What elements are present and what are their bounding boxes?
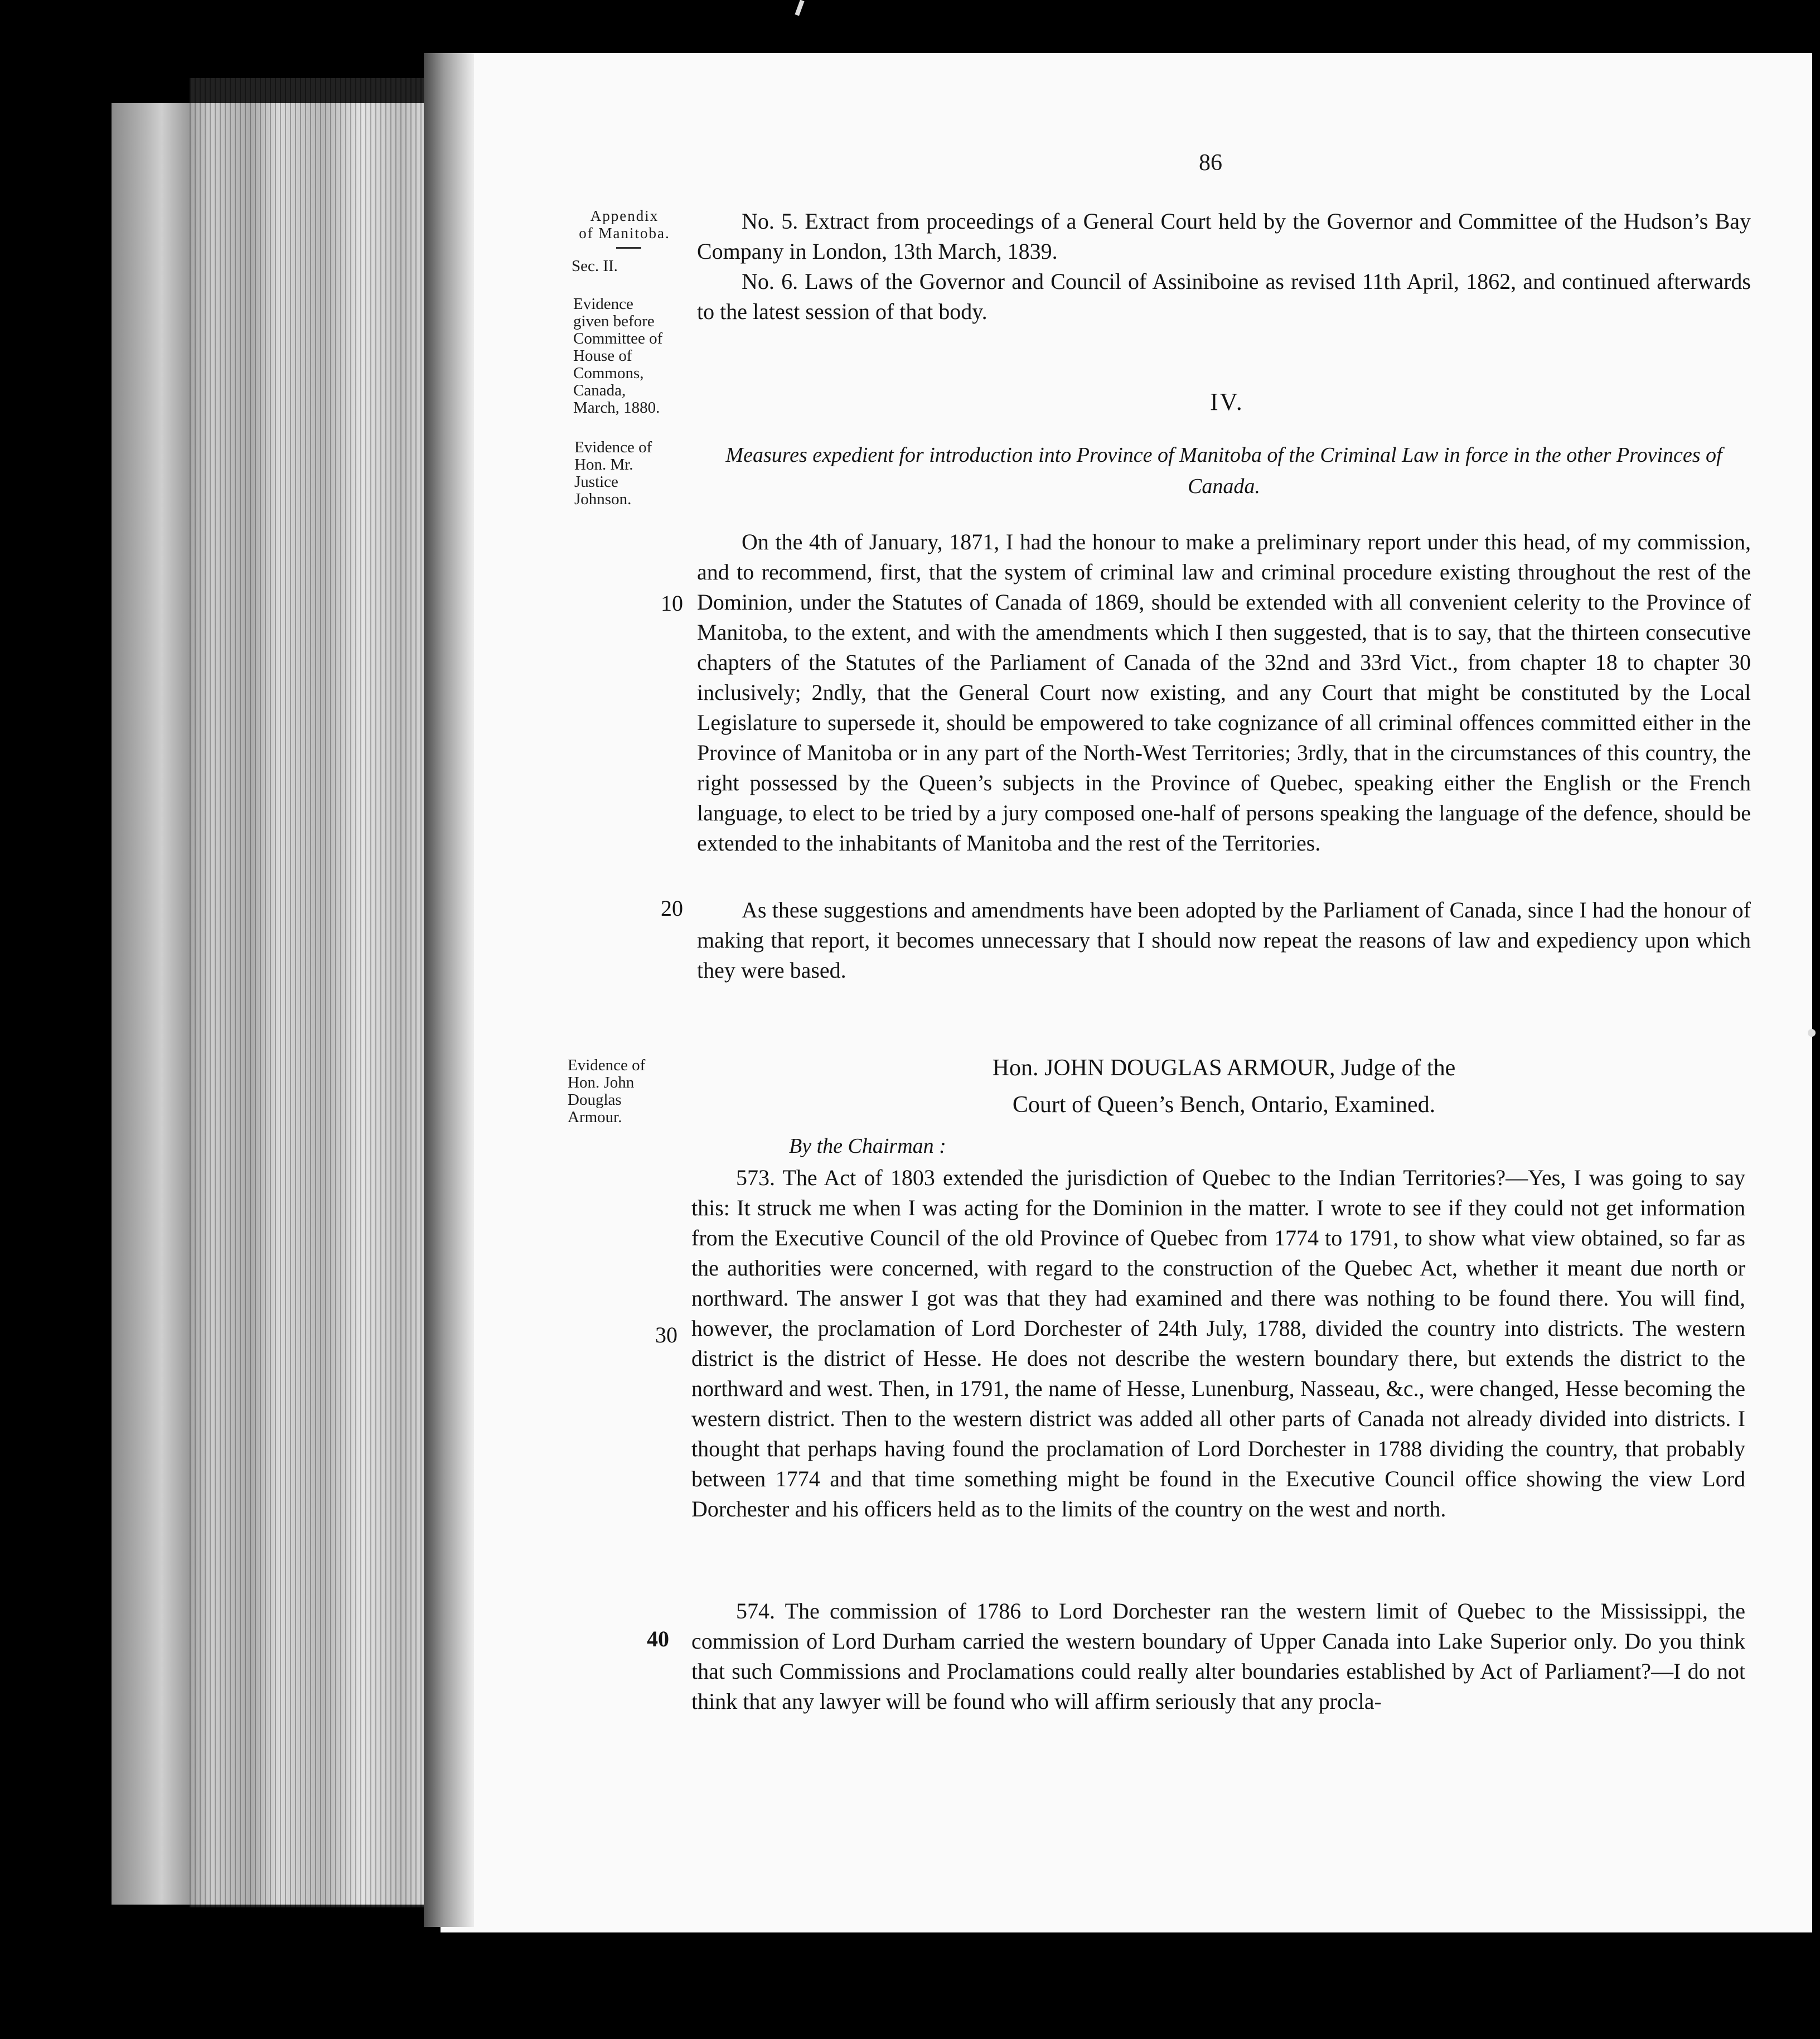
line-number-20: 20	[661, 896, 683, 921]
paragraph-question-573: 573. The Act of 1803 extended the jurisdiction of Quebec to the Indian Territories?—Yes, I was going to say this: It struck me when I was acting for the Dominion in the matter. I wrote to see if they could not get information from the Executive Council of the old Province of Quebec from 1774 to 1791, to show what view obtained, so far as the authorities were concerned, with regard to the construction of the Quebec Act, whether it meant due north or northward. The answer I got was that they had examined and there was nothing to be found there. You will find, however, the proclamation of Lord Dorchester of 24th July, 1788, divided the country into districts. The western district is the district of Hesse. He does not describe the western boundary there, but extends the district to the northward and west. Then, in 1791, the name of Hesse, Lunenburg, Nasseau, &c., were changed, Hesse becoming the western district. Then to the western district was added all other parts of Canada not already divided into districts. I thought that perhaps having found the proclamation of Lord Dorchester in 1788 dividing the country, that probably between 1774 and that time something might be found in the Executive Council office showing the view Lord Dorchester and his officers held as to the limits of the country on the west and north.	[691, 1165, 1745, 1521]
section-heading-iv: IV.	[1210, 388, 1244, 415]
sidenote-evidence-given: Evidence given before Committee of House of Commons, Canada, March, 1880.	[573, 295, 663, 417]
line-number-40: 40	[647, 1626, 669, 1651]
spine-shadow	[424, 53, 474, 1927]
section-subheading-measures: Measures expedient for introduction into Province of Manitoba of the Criminal Law in force in the other Provinces of Canada.	[725, 443, 1722, 498]
sidenote-appendix: Appendix of Manitoba.	[579, 207, 670, 241]
sidenote-evidence-johnson: Evidence of Hon. Mr. Justice Johnson.	[574, 438, 652, 508]
sidenote-section: Sec. II.	[572, 257, 618, 275]
sidenote-rule	[616, 247, 641, 249]
paragraph-no5: No. 5. Extract from proceedings of a General Court held by the Governor and Committee of the Hudson’s Bay Company in London, 13th March, 1839.	[697, 209, 1751, 264]
witness-heading-line-1: Hon. JOHN DOUGLAS ARMOUR, Judge of the	[992, 1055, 1456, 1081]
sidenote-evidence-armour: Evidence of Hon. John Douglas Armour.	[568, 1056, 646, 1126]
paragraph-iv-2: As these suggestions and amendments have been adopted by the Parliament of Canada, since I had the honour of making that report, it becomes unnecessary that I should now repeat the reasons of law and expediency upon which they were based.	[697, 897, 1751, 983]
chairman-label: By the Chairman :	[789, 1134, 946, 1158]
witness-heading-line-2: Court of Queen’s Bench, Ontario, Examined.	[1012, 1092, 1436, 1118]
scan-mark-top	[795, 0, 804, 16]
witness-heading	[697, 1050, 1751, 1123]
line-number-10: 10	[661, 591, 683, 616]
paragraph-iv-1: On the 4th of January, 1871, I had the honour to make a preliminary report under this head, of my commission, and to recommend, first, that the system of criminal law and criminal procedure existing throughout the rest of the Dominion, under the Statutes of Canada of 1869, should be extended with all convenient celerity to the Province of Manitoba, to the extent, and with the amendments which I then suggested, that is to say, that the thirteen consecutive chapters of the Statutes of the Parliament of Canada of the 32nd and 33rd Vict., from chapter 18 to chapter 30 inclusively; 2ndly, that the General Court now existing, and any Court that might be constituted by the Local Legislature to supersede it, should be empowered to take cognizance of all criminal offences committed either in the Province of Manitoba or in any part of the North-West Territories; 3rdly, that in the circumstances of this country, the right possessed by the Queen’s subjects in the Province of Quebec, speaking either the English or the French language, to elect to be tried by a jury composed one-half of persons speaking the language of the defence, should be extended to the inhabitants of Manitoba and the rest of the Territories.	[697, 529, 1751, 856]
book-page-edge-lines	[190, 78, 429, 1907]
line-number-30: 30	[655, 1322, 677, 1347]
page-number: 86	[1199, 150, 1222, 176]
scan-mark-right	[1808, 1029, 1816, 1037]
paragraph-no6: No. 6. Laws of the Governor and Council of Assiniboine as revised 11th April, 1862, and continued afterwards to the latest session of that body.	[697, 269, 1751, 324]
paragraph-question-574: 574. The commission of 1786 to Lord Dorchester ran the western limit of Quebec to the Mississippi, the commission of Lord Durham carried the western boundary of Upper Canada into Lake Superior only. Do you think that such Commissions and Proclamations could really alter boundaries established by Act of Parliament?—I do not think that any lawyer will be found who will affirm seriously that any procla-	[691, 1598, 1745, 1714]
